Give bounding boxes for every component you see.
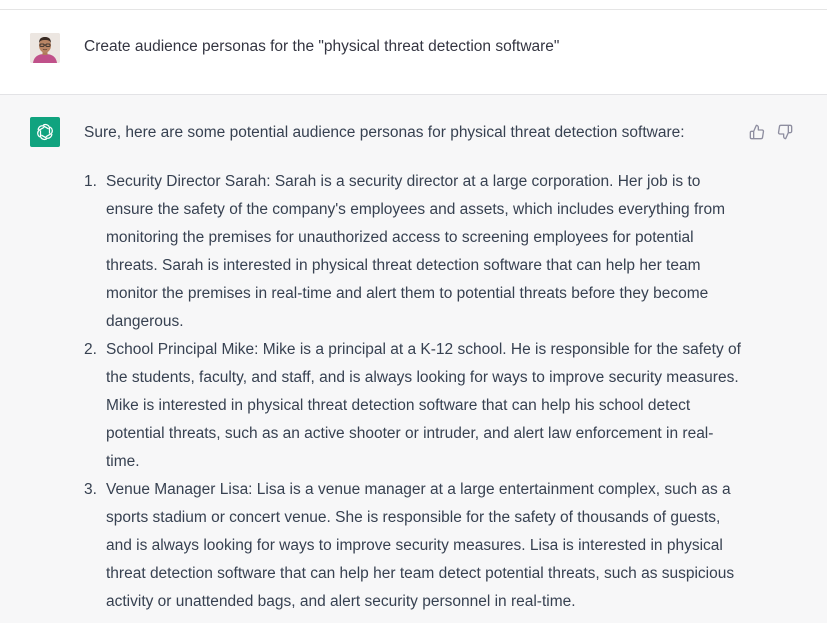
list-item bbox=[84, 168, 744, 336]
user-message-row bbox=[0, 10, 827, 95]
thumbs-down-icon[interactable] bbox=[776, 123, 794, 141]
openai-logo-icon bbox=[30, 117, 60, 147]
persona-list bbox=[84, 168, 744, 616]
list-item-text: School Principal Mike: Mike is a principal at a K-12 school. He is responsible for the safety of the students, faculty, and staff, and is always looking for ways to improve security measures. Mike is interested in physical threat detection software that can help his school detect potential threats, such as an active shooter or intruder, and alert law enforcement in real-time. bbox=[106, 341, 741, 470]
list-item-number: 1. bbox=[84, 173, 97, 190]
list-item-number: 2. bbox=[84, 341, 97, 358]
list-item bbox=[84, 336, 744, 476]
list-item bbox=[84, 476, 744, 616]
list-item-text: Security Director Sarah: Sarah is a security director at a large corporation. Her job is to ensure the safety of the company's employees and assets, which includes everything from monitoring the premises for unauthorized access to screening employees for potential threats. Sarah is interested in physical threat detection software that can help her team monitor the premises in real-time and alert them to potential threats before they become dangerous. bbox=[106, 173, 725, 330]
assistant-intro-text: Sure, here are some potential audience personas for physical threat detection software: bbox=[84, 124, 685, 141]
user-avatar bbox=[30, 33, 60, 63]
assistant-message-row bbox=[0, 95, 827, 623]
user-avatar-image bbox=[30, 33, 60, 63]
user-message-text: Create audience personas for the "physical threat detection software" bbox=[84, 38, 560, 55]
list-item-number: 3. bbox=[84, 481, 97, 498]
thumbs-up-icon[interactable] bbox=[748, 123, 766, 141]
top-edge bbox=[0, 0, 827, 10]
list-item-text: Venue Manager Lisa: Lisa is a venue manager at a large entertainment complex, such as a sports stadium or concert venue. She is responsible for the safety of thousands of guests, and is always looking for ways to improve security measures. Lisa is interested in physical threat detection software that can help her team detect potential threats, such as suspicious activity or unattended bags, and alert security personnel in real-time. bbox=[106, 481, 735, 610]
